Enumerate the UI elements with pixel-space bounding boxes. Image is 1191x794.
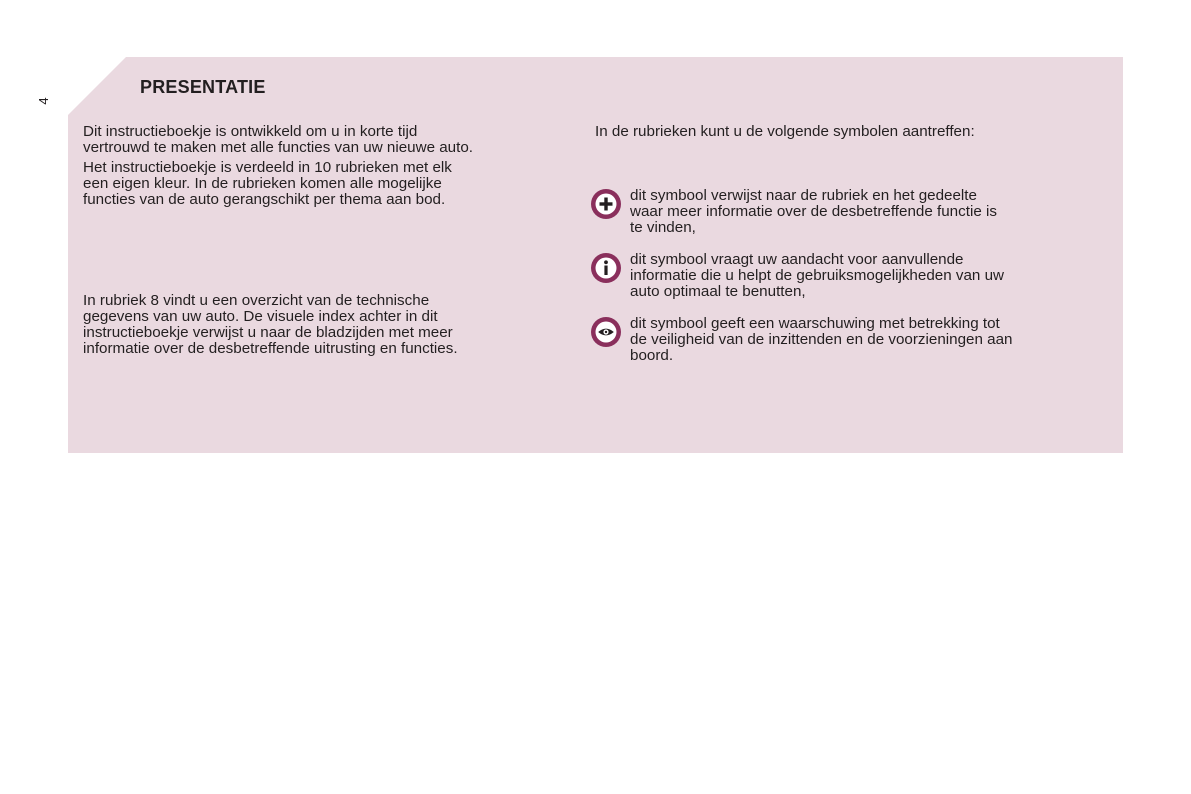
page-title: PRESENTATIE [140,77,266,97]
eye-icon [590,316,622,348]
text-line: waar meer informatie over de desbetreffende functie is [630,203,997,220]
text-line: In de rubrieken kunt u de volgende symbolen aantreffen: [595,123,975,140]
text-line: gegevens van uw auto. De visuele index achter in dit [83,308,438,325]
symbols-intro [595,124,975,140]
text-line: dit symbool vraagt uw aandacht voor aanvullende [630,251,964,268]
text-line: Het instructieboekje is verdeeld in 10 rubrieken met elk [83,159,452,176]
plus-icon [590,188,622,220]
text-line: de veiligheid van de inzittenden en de voorzieningen aan [630,331,1013,348]
sections-paragraph [83,160,583,208]
technical-data-paragraph [83,293,583,357]
text-line: functies van de auto gerangschikt per thema aan bod. [83,191,446,208]
symbol-description [630,252,1004,300]
symbol-description [630,188,997,236]
text-line: In rubriek 8 vindt u een overzicht van de technische [83,292,430,309]
text-line: boord. [630,347,674,364]
info-icon [590,252,622,284]
text-line: dit symbool geeft een waarschuwing met betrekking tot [630,315,1000,332]
text-line: dit symbool verwijst naar de rubriek en het gedeelte [630,187,977,204]
text-line: een eigen kleur. In de rubrieken komen alle mogelijke [83,175,442,192]
text-line: te vinden, [630,219,696,236]
intro-paragraph [83,124,583,156]
text-line: instructieboekje verwijst u naar de bladzijden met meer [83,324,453,341]
text-line: auto optimaal te benutten, [630,283,806,300]
symbol-description [630,316,1013,364]
text-line: informatie die u helpt de gebruiksmogelijkheden van uw [630,267,1005,284]
text-line: informatie over de desbetreffende uitrusting en functies. [83,340,458,357]
page-number: 4 [36,97,51,105]
text-line: vertrouwd te maken met alle functies van uw nieuwe auto. [83,139,474,156]
text-line: Dit instructieboekje is ontwikkeld om u in korte tijd [83,123,418,140]
